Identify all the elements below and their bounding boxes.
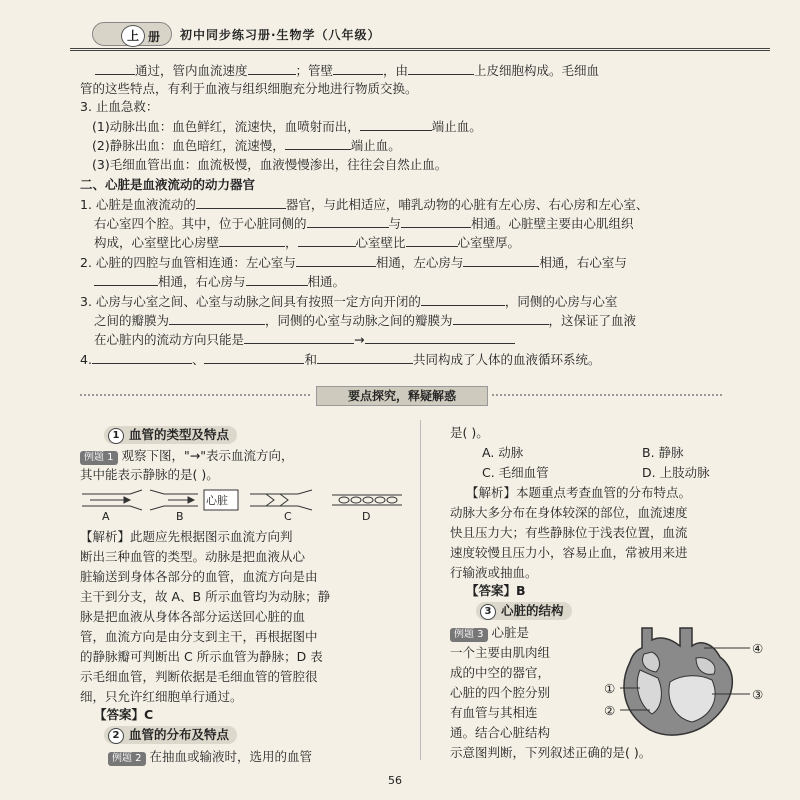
vessel-d <box>332 495 402 505</box>
analysis-line: 断出三种血管的类型。动脉是把血液从心 <box>80 549 306 564</box>
text-line: 4. 、 和 共同构成了人体的血液循环系统。 <box>80 352 601 367</box>
text-line: 通过，管内血流速度 ；管壁 ，由 上皮细胞构成。毛细血 <box>95 62 599 80</box>
vessel-label-b: B <box>176 510 184 523</box>
question-title: 3. 止血急救： <box>80 99 159 114</box>
heart-label: ③ <box>752 687 764 702</box>
topic-heading: 2 血管的分布及特点 <box>104 726 237 744</box>
text-line: 之间的瓣膜为 ，同侧的心室与动脉之间的瓣膜为 ，这保证了血液 <box>94 313 637 328</box>
banner-rule <box>492 394 722 398</box>
option-a: A. 动脉 <box>482 445 524 460</box>
analysis-line: 的静脉瓣可判断出 C 所示血管为静脉；D 表 <box>80 649 323 664</box>
analysis-line: 主干到分支，故 A、B 所示血管均为动脉；静 <box>80 589 331 604</box>
heart-label: ② <box>604 703 616 718</box>
analysis-line: 行输液或抽血。 <box>450 565 538 580</box>
question-line: 一个主要由肌肉组 <box>450 645 551 660</box>
section-heading: 二、心脏是血液流动的动力器官 <box>80 177 256 192</box>
question-line: 例题 2 在抽血或输液时，选用的血管 <box>108 748 312 766</box>
question-line: 是( )。 <box>450 425 489 440</box>
question-line: 成的中空的器官， <box>450 665 551 680</box>
question-line: 其中能表示静脉的是( )。 <box>80 467 219 482</box>
topic-heading: 3 心脏的结构 <box>476 602 572 620</box>
text-line: (1)动脉出血：血色鲜红，流速快，血喷射而出， 端止血。 <box>92 119 482 134</box>
heart-box-label: 心脏 <box>206 494 228 507</box>
text-line: 3. 心房与心室之间、心室与动脉之间具有按照一定方向开闭的 ，同侧的心房与心室 <box>80 294 618 309</box>
vessel-label-c: C <box>284 510 292 523</box>
question-line: 例题 1 观察下图，"→"表示血流方向， <box>80 447 294 465</box>
section-banner <box>0 386 800 404</box>
vessel-label-a: A <box>102 510 110 523</box>
option-d: D. 上肢动脉 <box>642 465 710 480</box>
analysis-line: 快且压力大；有些静脉位于浅表位置，血流 <box>450 525 688 540</box>
question-line: 心脏的四个腔分别 <box>450 685 551 700</box>
topic-number: 3 <box>480 604 496 620</box>
heart-label: ① <box>604 681 616 696</box>
banner-rule <box>80 394 310 398</box>
text-line: 2. 心脏的四腔与血管相连通：左心室与 相通，左心房与 相通，右心室与 <box>80 255 627 270</box>
heart-diagram <box>600 622 770 740</box>
vessel-label-d: D <box>362 510 371 523</box>
analysis-line: 脏输送到身体各部分的血管，血流方向是由 <box>80 569 318 584</box>
heart-label: ④ <box>752 641 764 656</box>
analysis-line: 【解析】此题应先根据图示血流方向判 <box>80 529 293 544</box>
book-title: 初中同步练习册·生物学（八年级） <box>180 28 381 42</box>
text-line: 管的这些特点，有利于血液与组织细胞充分地进行物质交换。 <box>80 81 418 96</box>
answer-line: 【答案】C <box>94 707 154 722</box>
text-line: 1. 心脏是血液流动的 器官，与此相适应，哺乳动物的心脏有左心房、右心房和左心室、 <box>80 197 649 212</box>
vessel-b <box>150 490 198 510</box>
option-b: B. 静脉 <box>642 445 684 460</box>
option-c: C. 毛细血管 <box>482 465 549 480</box>
vessel-figure <box>80 486 410 526</box>
text-line: 相通，右心房与 相通。 <box>94 273 345 291</box>
question-line: 有血管与其相连 <box>450 705 538 720</box>
question-line: 通。结合心脏结构 <box>450 725 551 740</box>
analysis-line: 脉是把血液从身体各部分运送回心脏的血 <box>80 609 306 624</box>
topic-number: 1 <box>108 428 124 444</box>
topic-number: 2 <box>108 728 124 744</box>
text-line: (3)毛细血管出血：血流极慢，血液慢慢渗出，往往会自然止血。 <box>92 157 448 172</box>
volume-suffix: 册 <box>148 30 161 44</box>
analysis-line: 细，只允许红细胞单行通过。 <box>80 689 243 704</box>
column-divider <box>420 420 421 760</box>
volume-tab <box>92 22 172 46</box>
vessel-c <box>250 490 312 510</box>
text-line: (2)静脉出血：血色暗红，流速慢， 端止血。 <box>92 138 401 153</box>
example-tag: 例题 1 <box>80 451 118 465</box>
analysis-line: 速度较慢且压力小，容易止血，常被用来进 <box>450 545 688 560</box>
question-line: 例题 3 心脏是 <box>450 624 529 642</box>
page-header <box>70 18 770 51</box>
vessel-a <box>82 490 142 510</box>
analysis-line: 动脉大多分布在身体较深的部位，血流速度 <box>450 505 688 520</box>
answer-line: 【答案】B <box>466 583 526 598</box>
volume-label: 上 <box>121 25 145 47</box>
text-line: 右心室四个腔。其中，位于心脏同侧的 与 相通。心脏壁主要由心肌组织 <box>94 216 634 231</box>
text-line: 构成，心室壁比心房壁 ， 心室壁比 心室壁厚。 <box>94 235 521 250</box>
text-line: 在心脏内的流动方向只能是 → <box>94 331 515 349</box>
example-tag: 例题 3 <box>450 628 488 642</box>
page-number: 56 <box>388 774 402 787</box>
question-line: 示意图判断，下列叙述正确的是( )。 <box>450 745 652 760</box>
topic-heading: 1 血管的类型及特点 <box>104 426 237 444</box>
example-tag: 例题 2 <box>108 752 146 766</box>
analysis-line: 【解析】本题重点考查血管的分布特点。 <box>466 485 692 500</box>
banner-label: 要点探究，释疑解惑 <box>316 386 488 406</box>
analysis-line: 示毛细血管，判断依据是毛细血管的管腔很 <box>80 669 318 684</box>
analysis-line: 管，血流方向是由分支到主干，再根据图中 <box>80 629 318 644</box>
